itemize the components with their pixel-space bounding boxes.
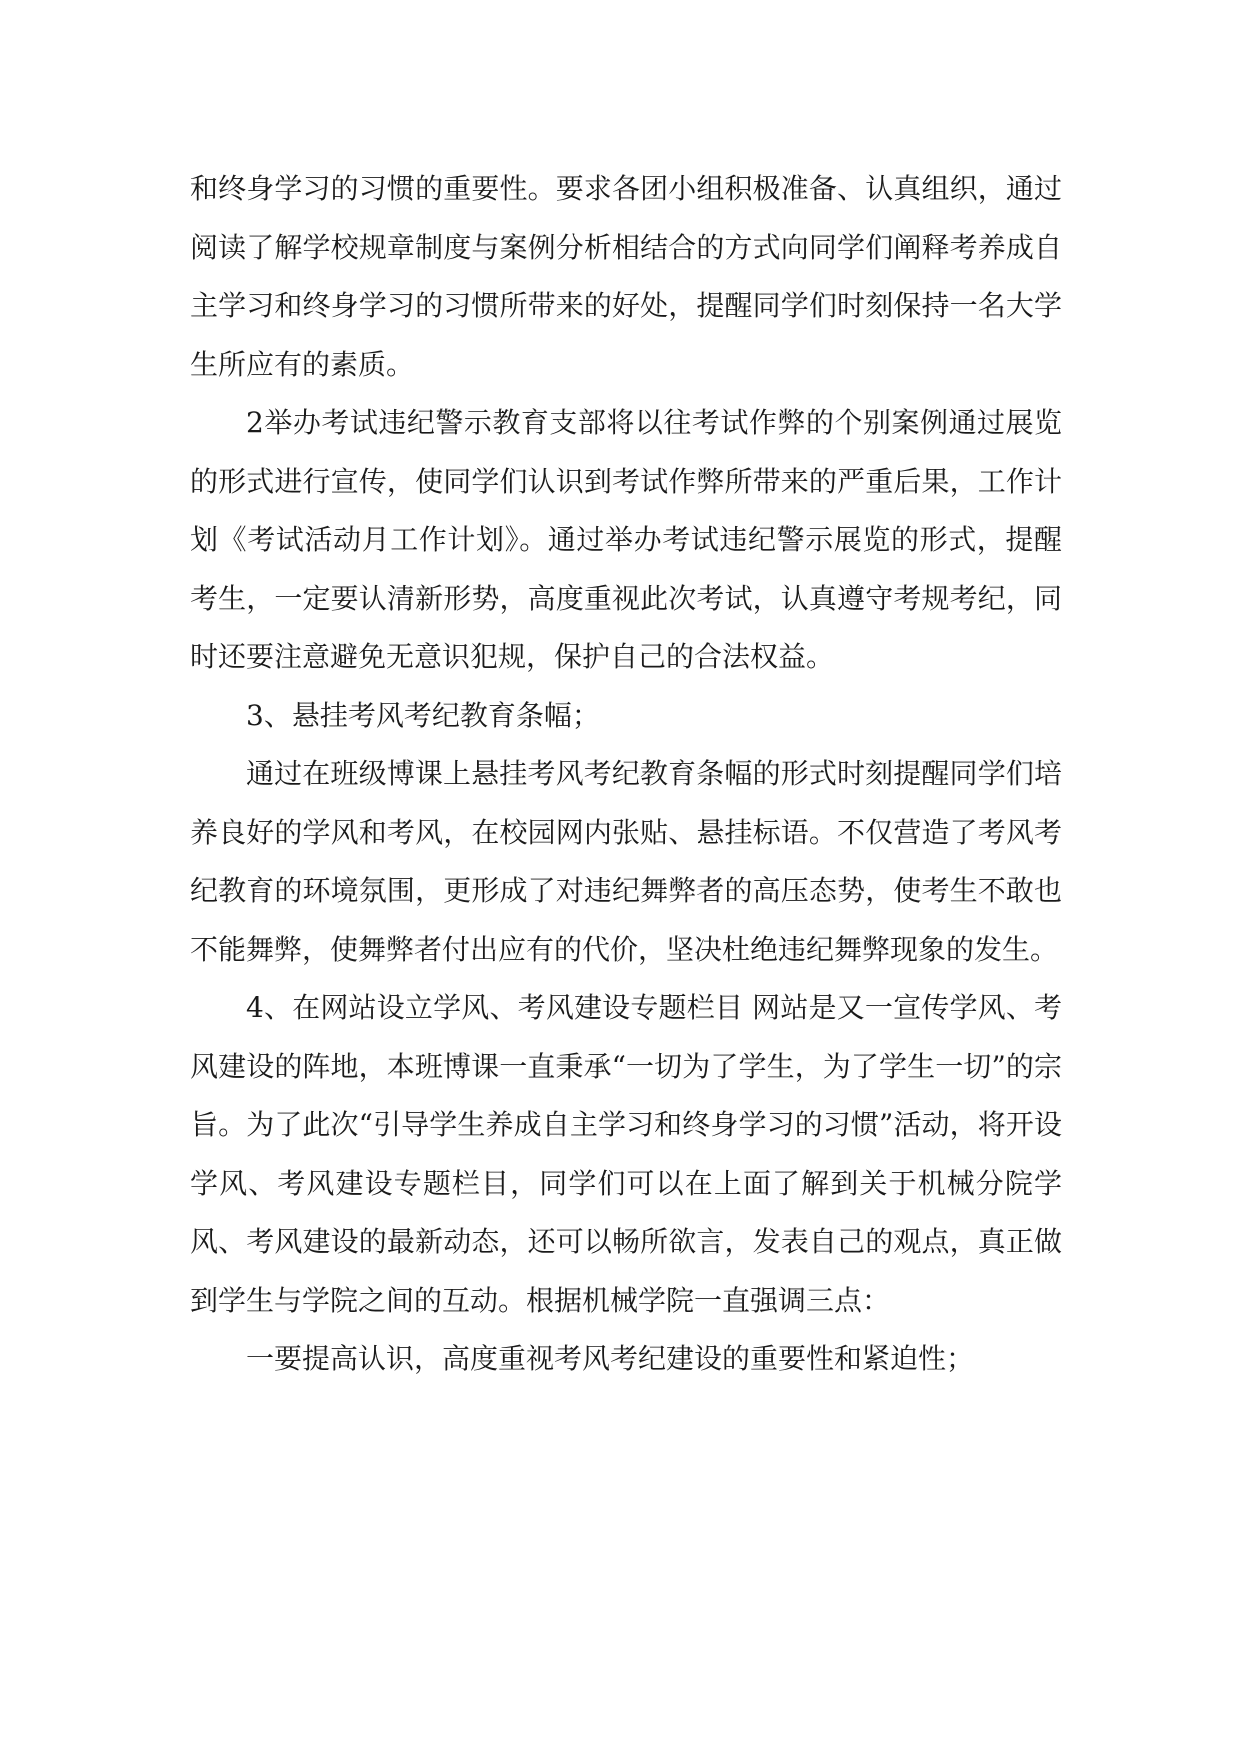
paragraph-4: 通过在班级博课上悬挂考风考纪教育条幅的形式时刻提醒同学们培养良好的学风和考风，在校园网内张贴、悬挂标语。不仅营造了考风考纪教育的环境氛围，更形成了对违纪舞弊者的高压态势，使考生不敢也不能舞弊，使舞弊者付出应有的代价，坚决杜绝违纪舞弊现象的发生。 xyxy=(190,757,1062,966)
paragraph-2: 2举办考试违纪警示教育支部将以往考试作弊的个别案例通过展览的形式进行宣传，使同学们认识到考试作弊所带来的严重后果，工作计划《考试活动月工作计划》。通过举办考试违纪警示展览的形式，提醒考生，一定要认清新形势，高度重视此次考试，认真遵守考规考纪，同时还要注意避免无意识犯规，保护自己的合法权益。 xyxy=(190,406,1062,673)
paragraph-3: 3、悬挂考风考纪教育条幅； xyxy=(246,698,600,732)
paragraph-6: 一要提高认识，高度重视考风考纪建设的重要性和紧迫性； xyxy=(246,1342,975,1375)
document-body xyxy=(190,160,1062,1389)
paragraph-1: 和终身学习的习惯的重要性。要求各团小组积极准备、认真组织，通过阅读了解学校规章制度与案例分析相结合的方式向同学们阐释考养成自主学习和终身学习的习惯所带来的好处，提醒同学们时刻保持一名大学生所应有的素质。 xyxy=(190,172,1062,381)
paragraph-5: 4、在网站设立学风、考风建设专题栏目 网站是又一宣传学风、考风建设的阵地，本班博课一直秉承“一切为了学生，为了学生一切”的宗旨。为了此次“引导学生养成自主学习和终身学习的习惯”活动，将开设学风、考风建设专题栏目，同学们可以在上面了解到关于机械分院学风、考风建设的最新动态，还可以畅所欲言，发表自己的观点，真正做到学生与学院之间的互动。根据机械学院一直强调三点： xyxy=(190,991,1062,1317)
